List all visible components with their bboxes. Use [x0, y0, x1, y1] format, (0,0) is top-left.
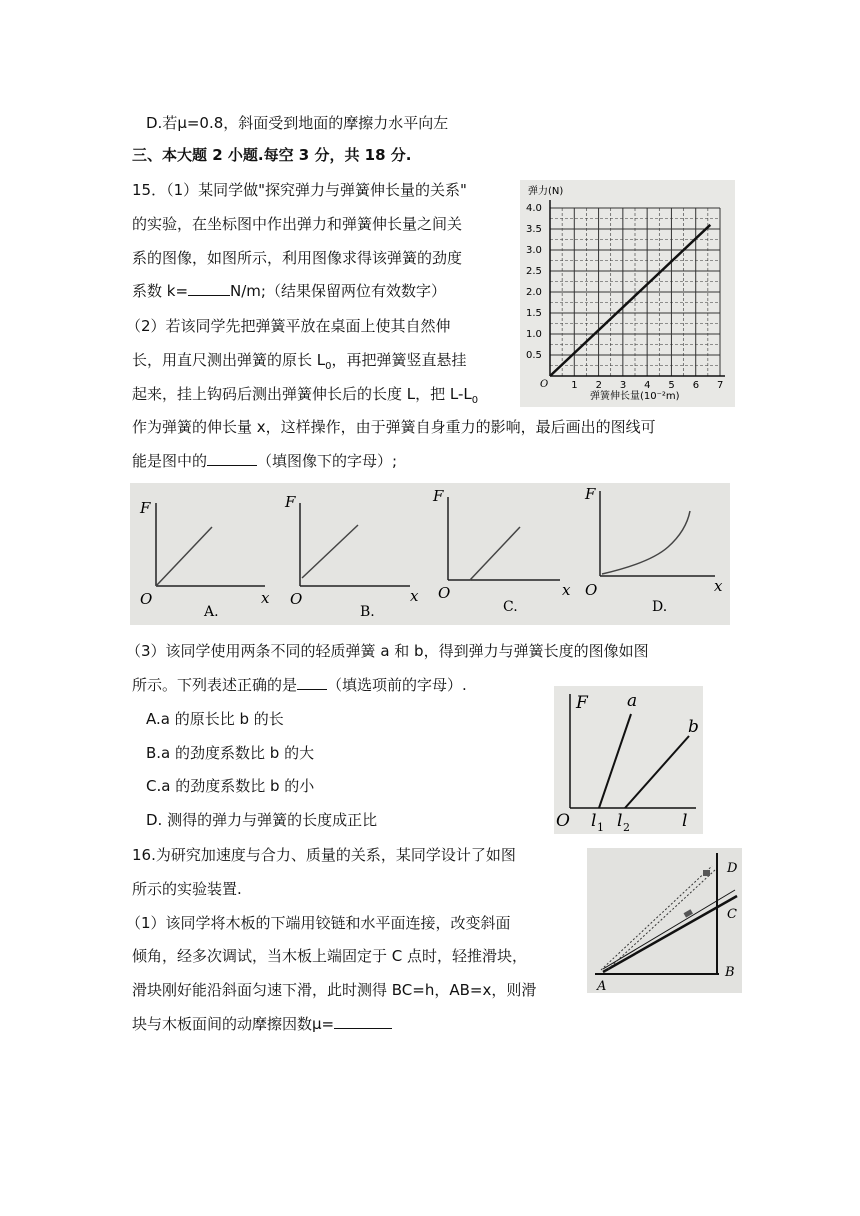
x-tick-label: 7: [717, 380, 724, 391]
point-c-label: C: [727, 907, 737, 922]
slider-block-top: [703, 870, 710, 876]
option-c: C.a 的劲度系数比 b 的小: [146, 777, 315, 795]
origin-label: O: [140, 590, 153, 608]
axis-f-label: F: [140, 499, 151, 517]
q15-part2-line-4: 作为弹簧的伸长量 x，这样操作，由于弹簧自身重力的影响，最后画出的图线可: [132, 418, 656, 436]
q16-line-2: 所示的实验装置.: [132, 880, 242, 898]
q16-part1-line-1: （1）该同学将木板的下端用铰链和水平面连接，改变斜面: [126, 914, 511, 932]
q15-line-1: 15．（1）某同学做"探究弹力与弹簧伸长量的关系": [132, 181, 467, 199]
answer-blank-mu[interactable]: [334, 1014, 392, 1029]
origin-label: O: [556, 811, 570, 831]
graph-d: [584, 485, 723, 615]
q16-part1-line-2: 倾角，经多次调试，当木板上端固定于 C 点时，轻推滑块，: [132, 947, 528, 965]
q15-k-unit: N/m;（结果保留两位有效数字）: [230, 282, 446, 300]
text-seg: （填选项前的字母）.: [327, 676, 467, 694]
line-b-label: b: [688, 717, 699, 737]
y-tick-label: 1.5: [526, 308, 542, 319]
section-title: 三、本大题 2 小题.每空 3 分，共 18 分.: [132, 146, 412, 164]
point-b-label: B: [725, 965, 735, 980]
origin-label: O: [585, 581, 598, 599]
y-tick-label: 4.0: [526, 203, 542, 214]
graph-c-line: [470, 527, 520, 580]
y-tick-label: 2.0: [526, 287, 542, 298]
text-seg: ，再把弹簧竖直悬挂: [331, 351, 467, 369]
axis-f-label: F: [576, 693, 588, 713]
point-a-label: A: [597, 979, 607, 993]
answer-blank-graph[interactable]: [207, 451, 257, 466]
graph-b-caption: B.: [360, 604, 375, 620]
text-seg: 块与木板面间的动摩擦因数μ=: [132, 1015, 335, 1033]
x-tick-label: 4: [644, 380, 651, 391]
board-d-dotted-2: [605, 870, 715, 972]
graph-b-line: [302, 525, 358, 578]
option-a: A.a 的原长比 b 的长: [146, 710, 284, 728]
y-tick-label: 0.5: [526, 350, 542, 361]
l2-label: l: [617, 811, 623, 831]
text-seg: 能是图中的: [132, 452, 208, 470]
axis-l-label: l: [682, 811, 688, 831]
x-tick-label: 2: [595, 380, 602, 391]
q15-k-label: 系数 k=: [132, 282, 189, 300]
graph-a-caption: A.: [204, 604, 219, 620]
origin-label: O: [438, 584, 451, 602]
chart-origin: O: [540, 379, 549, 390]
chart-xlabel: 弹簧伸长量(10⁻²m): [590, 391, 680, 402]
l1-label: l: [591, 811, 597, 831]
l2-subscript: 2: [623, 821, 630, 834]
q16-part1-line-4: [132, 1014, 392, 1034]
q15-part2-line-1: （2）若该同学先把弹簧平放在桌面上使其自然伸: [126, 317, 451, 335]
q16-line-1: 16.为研究加速度与合力、质量的关系，某同学设计了如图: [132, 846, 516, 864]
axis-x-label: x: [714, 577, 723, 595]
board-c-edge: [603, 890, 735, 969]
y-tick-label: 3.0: [526, 245, 542, 256]
option-graphs-strip: [130, 483, 730, 625]
axis-f-label: F: [585, 485, 596, 503]
origin-label: O: [290, 590, 303, 608]
axis-f-label: F: [285, 493, 296, 511]
spring-ab-svg: [554, 686, 703, 834]
graph-b: [284, 493, 419, 620]
y-tick-label: 1.0: [526, 329, 542, 340]
axis-x-label: x: [410, 587, 419, 605]
graph-d-curve: [602, 511, 690, 574]
x-tick-label: 6: [692, 380, 700, 391]
option-b: B.a 的劲度系数比 b 的大: [146, 744, 315, 762]
axis-f-label: F: [433, 487, 444, 505]
graph-d-caption: D.: [652, 599, 668, 615]
line-b: [625, 736, 689, 808]
l1-subscript: 1: [597, 821, 604, 834]
line-a: [599, 714, 631, 808]
y-tick-label: 3.5: [526, 224, 542, 235]
text-seg: 起来，挂上钩码后测出弹簧伸长后的长度 L，把 L-L: [132, 385, 472, 403]
apparatus-svg: [587, 848, 742, 993]
q15-line-3: 系的图像，如图所示，利用图像求得该弹簧的劲度: [132, 249, 463, 267]
board-d-dotted: [601, 866, 712, 970]
graph-c-caption: C.: [503, 599, 518, 615]
x-tick-label: 3: [619, 380, 627, 391]
point-d-label: D: [727, 861, 738, 876]
answer-blank-k[interactable]: [188, 281, 230, 296]
x-tick-label: 1: [571, 380, 578, 391]
force-extension-chart: [520, 180, 735, 407]
chart-ylabel: 弹力(N): [528, 186, 564, 197]
text-seg: 所示。下列表述正确的是: [132, 676, 298, 694]
option-d: D. 测得的弹力与弹簧的长度成正比: [146, 811, 378, 829]
axis-x-label: x: [261, 589, 270, 607]
line-a-label: a: [627, 691, 638, 711]
q15-part3-line-2: [132, 675, 467, 695]
text-seg: （填图像下的字母）;: [257, 452, 398, 470]
option-graphs-svg: [130, 483, 730, 625]
subscript: 0: [471, 395, 479, 406]
q15-part2-line-3: [132, 384, 478, 411]
x-tick-label: 5: [668, 380, 675, 391]
q15-part3-line-1: （3）该同学使用两条不同的轻质弹簧 a 和 b，得到弹力与弹簧长度的图像如图: [126, 642, 649, 660]
axis-x-label: x: [562, 581, 571, 599]
graph-a: [139, 499, 270, 620]
text-seg: 长，用直尺测出弹簧的原长 L: [132, 351, 326, 369]
subscript: 0: [325, 361, 332, 372]
apparatus-figure: [587, 848, 742, 993]
y-tick-label: 2.5: [526, 266, 542, 277]
q15-line-2: 的实验，在坐标图中作出弹力和弹簧伸长量之间关: [132, 215, 463, 233]
answer-blank-choice[interactable]: [297, 675, 327, 690]
q16-part1-line-3: 滑块刚好能沿斜面匀速下滑，此时测得 BC=h，AB=x，则滑: [132, 981, 537, 999]
chart-svg: [520, 180, 735, 407]
q15-part2-line-2: [132, 350, 467, 377]
graph-a-line: [156, 527, 212, 586]
graph-c: [432, 487, 571, 615]
q15-line-4: [132, 281, 446, 301]
spring-ab-chart: [554, 686, 703, 834]
q15-part2-line-5: [132, 451, 397, 471]
option-d-text: D.若μ=0.8，斜面受到地面的摩擦力水平向左: [146, 114, 449, 132]
